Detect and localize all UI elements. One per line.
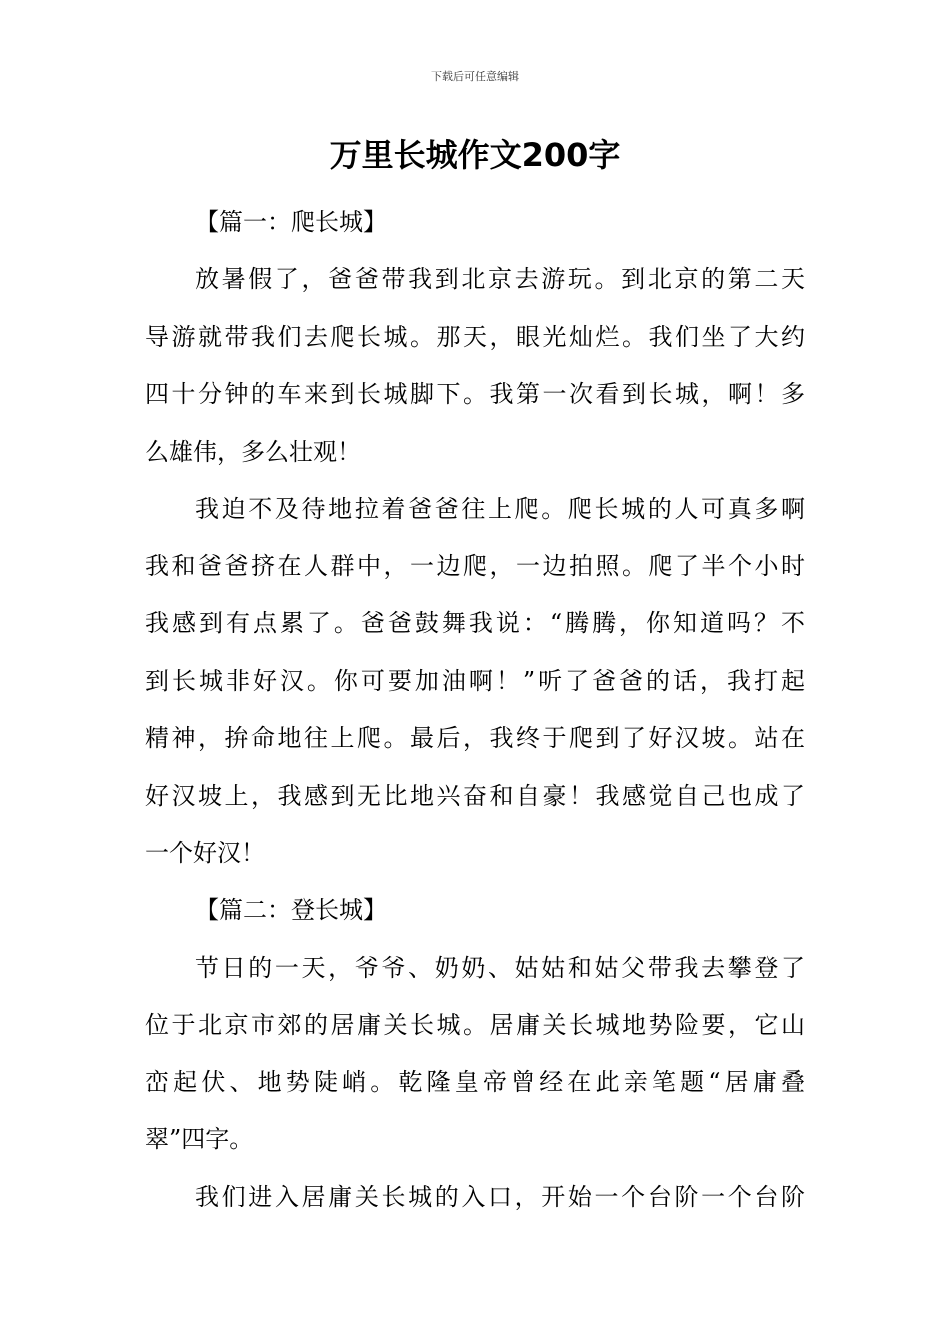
paragraph-line: 位于北京市郊的居庸关长城。居庸关长城地势险要，它山 xyxy=(145,1011,805,1039)
paragraph-line: 我感到有点累了。爸爸鼓舞我说：“腾腾，你知道吗？不 xyxy=(145,609,805,637)
paragraph-line: 好汉坡上，我感到无比地兴奋和自豪！我感觉自己也成了 xyxy=(145,782,805,810)
page-title: 万里长城作文200字 xyxy=(329,136,621,174)
paragraph-line: 么雄伟，多么壮观！ xyxy=(145,438,361,466)
paragraph-line: 导游就带我们去爬长城。那天，眼光灿烂。我们坐了大约 xyxy=(145,323,805,351)
section-heading: 【篇一：爬长城】 xyxy=(195,208,387,236)
paragraph-line: 到长城非好汉。你可要加油啊！”听了爸爸的话，我打起 xyxy=(145,667,805,695)
header-note: 下载后可任意编辑 xyxy=(431,70,519,83)
paragraph-line: 我迫不及待地拉着爸爸往上爬。爬长城的人可真多啊 xyxy=(195,495,805,523)
paragraph-line: 我们进入居庸关长城的入口，开始一个台阶一个台阶 xyxy=(195,1183,805,1211)
section-heading: 【篇二：登长城】 xyxy=(195,896,387,924)
paragraph-line: 节日的一天，爷爷、奶奶、姑姑和姑父带我去攀登了 xyxy=(195,954,805,982)
paragraph-line: 我和爸爸挤在人群中，一边爬，一边拍照。爬了半个小时 xyxy=(145,552,805,580)
paragraph-line: 四十分钟的车来到长城脚下。我第一次看到长城，啊！多 xyxy=(145,380,805,408)
paragraph-line: 翠”四字。 xyxy=(145,1125,254,1153)
paragraph-line: 峦起伏、地势陡峭。乾隆皇帝曾经在此亲笔题“居庸叠 xyxy=(145,1068,805,1096)
paragraph-line: 一个好汉！ xyxy=(145,839,265,867)
paragraph-line: 精神，拚命地往上爬。最后，我终于爬到了好汉坡。站在 xyxy=(145,724,805,752)
paragraph-line: 放暑假了，爸爸带我到北京去游玩。到北京的第二天 xyxy=(195,265,805,293)
